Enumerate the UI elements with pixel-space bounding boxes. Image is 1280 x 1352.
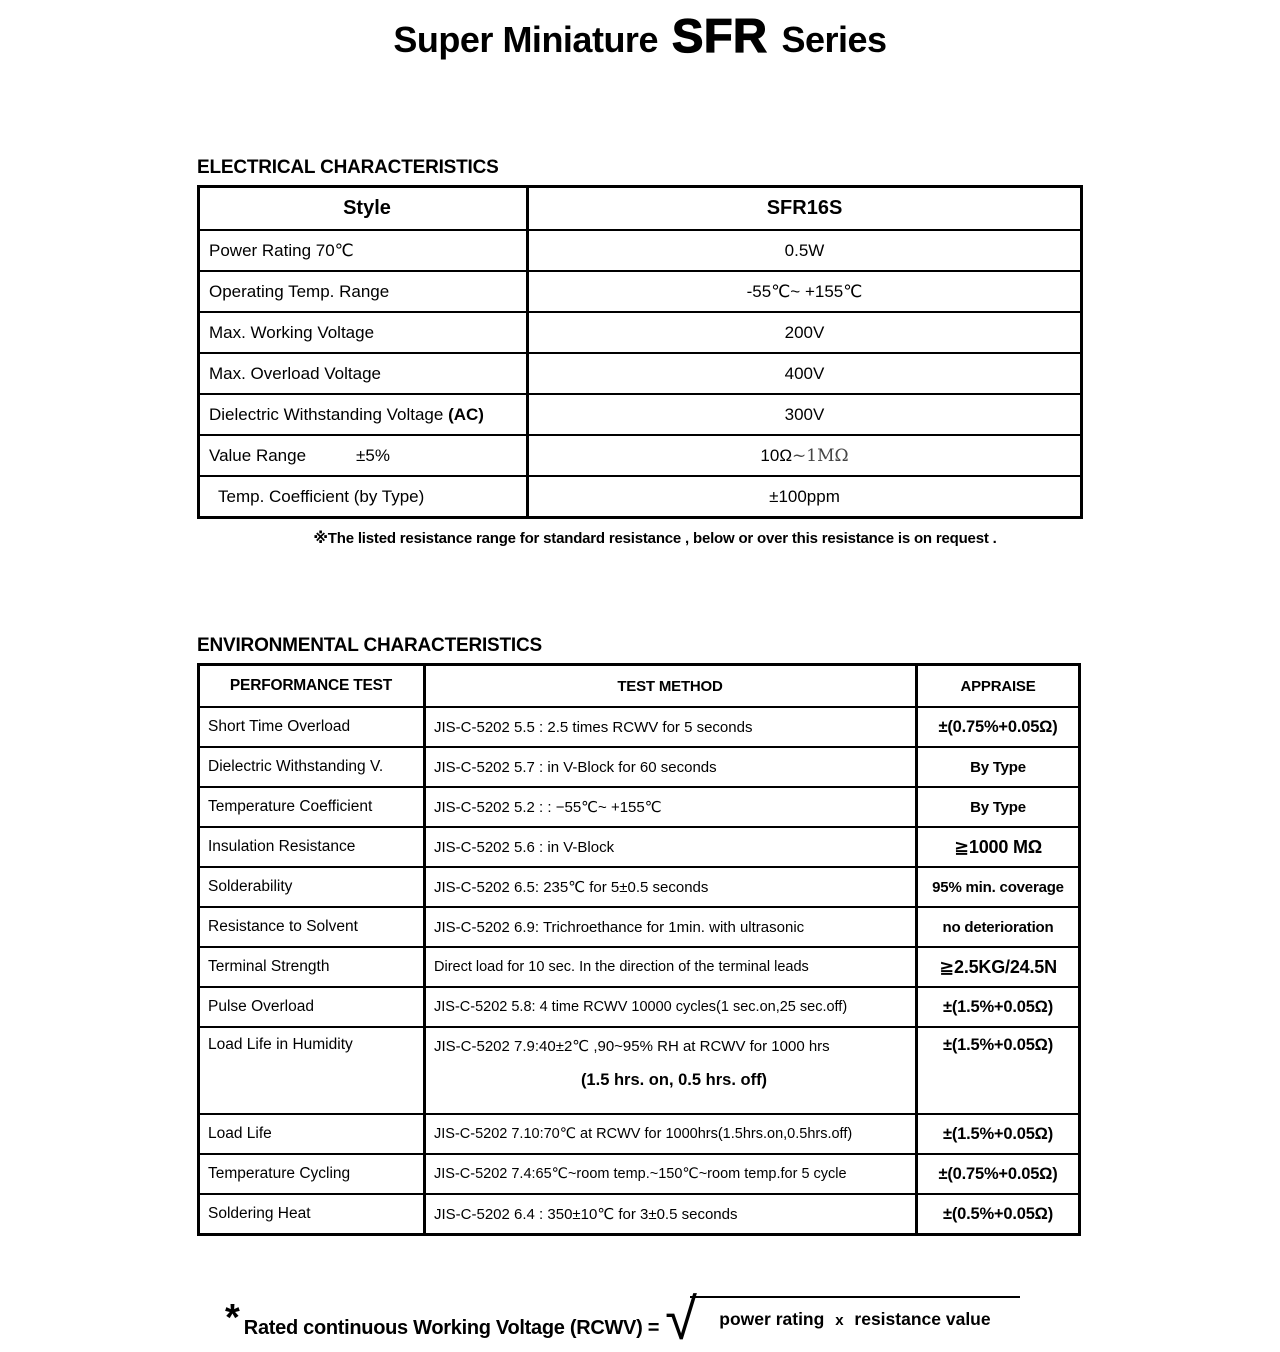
test-cell: Soldering Heat [199,1194,425,1235]
row-label: Dielectric Withstanding Voltage (AC) [199,394,528,435]
method-line-2: (1.5 hrs. on, 0.5 hrs. off) [580,1071,768,1089]
appraise-cell: 95% min. coverage [917,867,1080,907]
appraise-cell: ±(0.75%+0.05Ω) [917,707,1080,747]
table-row [199,707,1080,747]
rcwv-formula [225,1287,1083,1352]
method-cell: JIS-C-5202 5.8: 4 time RCWV 10000 cycles(1 sec.on,25 sec.off) [425,987,917,1027]
test-cell: Pulse Overload [199,987,425,1027]
row-value: ±100ppm [528,476,1082,518]
rcwv-label: Rated continuous Working Voltage (RCWV) = [243,1316,660,1339]
table-row [199,1154,1080,1194]
row-value: 10Ω~1MΩ [528,435,1082,476]
appraise-cell: By Type [917,787,1080,827]
test-cell: Temperature Coefficient [199,787,425,827]
table-row [199,947,1080,987]
row-value: 300V [528,394,1082,435]
appraise-cell: ±(1.5%+0.05Ω) [917,1027,1080,1114]
appraise-cell: no deterioration [917,907,1080,947]
appraise-cell: ±(1.5%+0.05Ω) [917,987,1080,1027]
radicand-right: resistance value [854,1309,991,1329]
environmental-characteristics-heading: ENVIRONMENTAL CHARACTERISTICS [197,635,543,656]
table-header-row [199,665,1080,708]
table-row [199,1027,1080,1114]
table-row [199,230,1082,271]
test-cell: Resistance to Solvent [199,907,425,947]
row-label: Value Range ±5% [199,435,528,476]
title-part1: Super Miniature [393,19,658,60]
multiply-sign: x [835,1312,844,1329]
row-value: -55℃~ +155℃ [528,271,1082,312]
resistance-range-note: ※The listed resistance range for standard resistance , below or over this resistance is on request . [313,530,997,547]
method-cell: JIS-C-5202 6.5: 235℃ for 5±0.5 seconds [425,867,917,907]
table-row [199,312,1082,353]
model-header-cell: SFR16S [528,187,1082,231]
test-cell: Short Time Overload [199,707,425,747]
appraise-cell: By Type [917,747,1080,787]
method-cell: Direct load for 10 sec. In the direction of the terminal leads [425,947,917,987]
row-label: Temp. Coefficient (by Type) [199,476,528,518]
method-cell: JIS-C-5202 5.5 : 2.5 times RCWV for 5 seconds [425,707,917,747]
title-part3: Series [781,19,887,60]
table-row [199,271,1082,312]
method-cell [425,1027,917,1114]
test-cell: Solderability [199,867,425,907]
table-row [199,907,1080,947]
row-label: Max. Overload Voltage [199,353,528,394]
method-cell: JIS-C-5202 5.7 : in V-Block for 60 seconds [425,747,917,787]
table-row [199,787,1080,827]
test-cell: Load Life [199,1114,425,1154]
environmental-characteristics-table [197,663,1081,1236]
performance-test-header: PERFORMANCE TEST [199,665,425,708]
method-cell: JIS-C-5202 6.9: Trichroethance for 1min. with ultrasonic [425,907,917,947]
appraise-header: APPRAISE [917,665,1080,708]
style-header-cell: Style [199,187,528,231]
method-cell: JIS-C-5202 6.4 : 350±10℃ for 3±0.5 seconds [425,1194,917,1235]
page-content [197,157,1083,1352]
table-row [199,827,1080,867]
method-cell: JIS-C-5202 7.10:70℃ at RCWV for 1000hrs(1.5hrs.on,0.5hrs.off) [425,1114,917,1154]
appraise-cell: ≧1000 MΩ [917,827,1080,867]
method-cell: JIS-C-5202 7.4:65℃~room temp.~150℃~room temp.for 5 cycle [425,1154,917,1194]
radicand-left: power rating [719,1309,825,1329]
test-cell: Terminal Strength [199,947,425,987]
appraise-cell: ≧2.5KG/24.5N [917,947,1080,987]
method-cell: JIS-C-5202 5.6 : in V-Block [425,827,917,867]
row-value: 0.5W [528,230,1082,271]
appraise-cell: ±(0.5%+0.05Ω) [917,1194,1080,1235]
table-row [199,476,1082,518]
test-cell: Insulation Resistance [199,827,425,867]
test-cell: Dielectric Withstanding V. [199,747,425,787]
test-cell: Temperature Cycling [199,1154,425,1194]
table-row [199,747,1080,787]
method-line-1: JIS-C-5202 7.9:40±2℃ ,90~95% RH at RCWV for 1000 hrs [434,1038,830,1055]
appraise-cell: ±(0.75%+0.05Ω) [917,1154,1080,1194]
table-row [199,1114,1080,1154]
table-row [199,353,1082,394]
row-label: Operating Temp. Range [199,271,528,312]
table-row [199,867,1080,907]
table-row [199,987,1080,1027]
square-root-expression [665,1287,1020,1352]
table-row [199,1194,1080,1235]
row-value: 200V [528,312,1082,353]
method-cell: JIS-C-5202 5.2 : : −55℃~ +155℃ [425,787,917,827]
table-header-row [199,187,1082,231]
test-cell: Load Life in Humidity [199,1027,425,1114]
electrical-characteristics-heading: ELECTRICAL CHARACTERISTICS [197,157,499,178]
table-row [199,435,1082,476]
row-label: Max. Working Voltage [199,312,528,353]
radicand [690,1296,1020,1332]
row-label: Power Rating 70℃ [199,230,528,271]
page-title [0,0,1280,63]
title-series-code: SFR [671,9,768,62]
asterisk-mark: * [225,1296,240,1339]
sqrt-symbol: √ [665,1287,697,1352]
appraise-cell: ±(1.5%+0.05Ω) [917,1114,1080,1154]
table-row [199,394,1082,435]
test-method-header: TEST METHOD [425,665,917,708]
row-value: 400V [528,353,1082,394]
electrical-characteristics-table [197,185,1083,519]
